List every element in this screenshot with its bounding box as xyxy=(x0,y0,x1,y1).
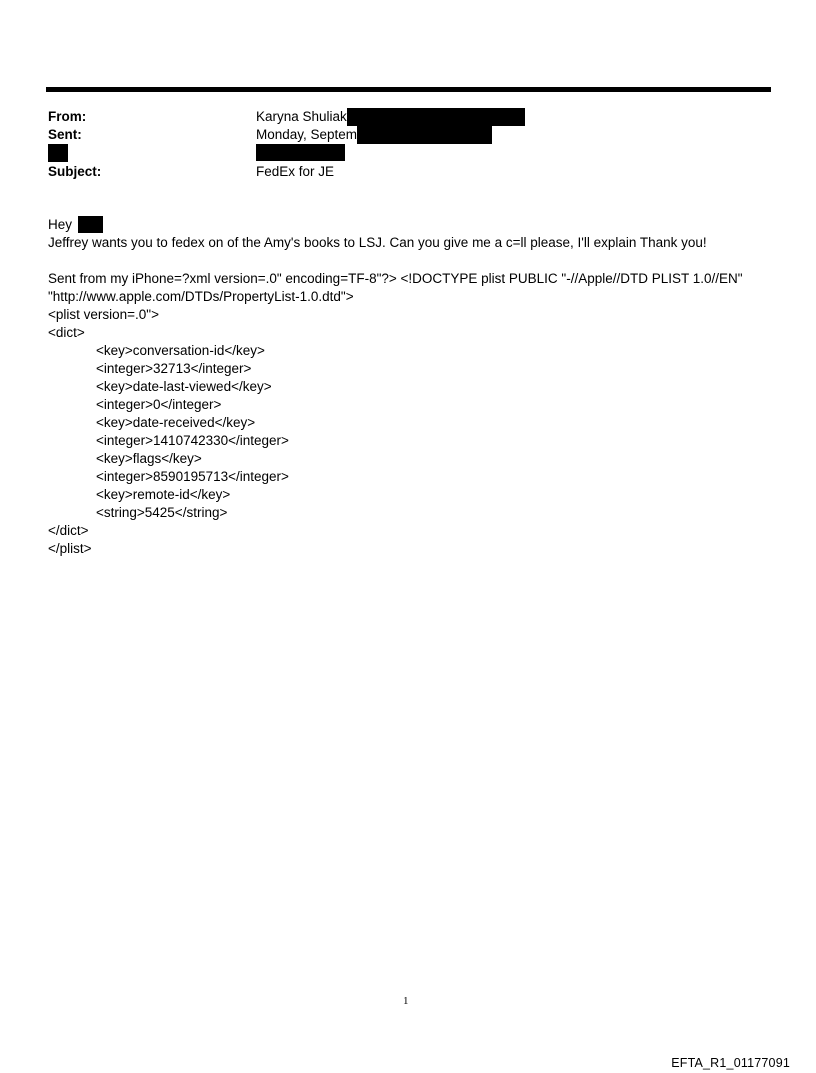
plist-line: <key>conversation-id</key> xyxy=(96,343,265,358)
sent-value: Monday, Septem xyxy=(256,127,358,142)
document-id: EFTA_R1_01177091 xyxy=(671,1056,790,1070)
message-text: Jeffrey wants you to fedex on of the Amy's books to LSJ. Can you give me a c=ll please, I'll explain Thank you! xyxy=(48,235,707,250)
header-rule xyxy=(46,87,771,92)
greeting: Hey xyxy=(48,217,73,232)
redaction-block xyxy=(347,108,525,126)
plist-line: <string>5425</string> xyxy=(96,505,228,520)
signature-line-1: Sent from my iPhone=?xml version=.0" encoding=TF-8"?> <!DOCTYPE plist PUBLIC "-//Apple//DTD PLIST 1.0//EN" xyxy=(48,271,743,286)
plist-open: <plist version=.0"> xyxy=(48,307,159,322)
from-label: From: xyxy=(48,109,87,124)
subject-label: Subject: xyxy=(48,164,102,179)
greeting-row xyxy=(48,216,103,234)
redaction-block xyxy=(357,126,492,144)
from-value-row xyxy=(256,108,525,126)
plist-close: </plist> xyxy=(48,541,92,556)
plist-line: <key>remote-id</key> xyxy=(96,487,231,502)
plist-line: <integer>32713</integer> xyxy=(96,361,252,376)
sent-value-row xyxy=(256,126,492,144)
subject-value: FedEx for JE xyxy=(256,164,335,179)
dict-close: </dict> xyxy=(48,523,89,538)
plist-line: <key>date-last-viewed</key> xyxy=(96,379,272,394)
plist-line: <integer>0</integer> xyxy=(96,397,222,412)
page-number: 1 xyxy=(403,995,409,1007)
plist-line: <key>date-received</key> xyxy=(96,415,256,430)
plist-line: <integer>1410742330</integer> xyxy=(96,433,289,448)
plist-line: <integer>8590195713</integer> xyxy=(96,469,289,484)
redacted-to-value xyxy=(256,144,345,161)
from-value: Karyna Shuliak xyxy=(256,109,347,124)
plist-line: <key>flags</key> xyxy=(96,451,202,466)
signature-line-2: "http://www.apple.com/DTDs/PropertyList-1.0.dtd"> xyxy=(48,289,354,304)
redacted-to-label xyxy=(48,144,68,162)
redaction-block xyxy=(78,216,103,233)
sent-label: Sent: xyxy=(48,127,82,142)
dict-open: <dict> xyxy=(48,325,85,340)
